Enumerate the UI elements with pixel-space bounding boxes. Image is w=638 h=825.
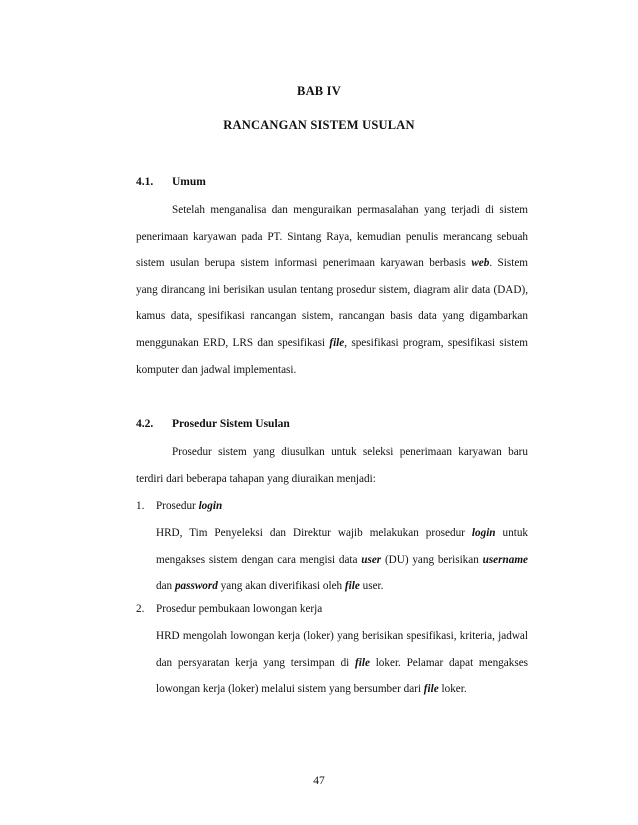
text-run: Setelah menganalisa dan menguraikan permasalahan yang terjadi di sistem penerimaan karyawan pada PT. Sintang Raya, kemudian penulis merancang sebuah sistem usulan berupa sistem informasi penerimaan karyawan berbasis <box>136 204 528 270</box>
list-item-1-title <box>136 500 222 512</box>
text-run: dan <box>156 580 173 593</box>
section-heading-4-1 <box>136 176 206 188</box>
italic-term: file <box>355 656 370 669</box>
chapter-number: BAB IV <box>297 84 341 98</box>
list-item-1-body <box>156 520 528 600</box>
page-number: 47 <box>313 775 325 787</box>
italic-term: login <box>198 500 223 512</box>
section-heading-4-2 <box>136 418 290 430</box>
list-number: 2. <box>136 603 145 615</box>
text-run: untuk mengakses sistem dengan cara mengisi data <box>156 527 529 566</box>
section-title: Prosedur Sistem Usulan <box>172 418 290 430</box>
text-run: user. <box>362 580 384 593</box>
text-run: . Sistem yang dirancang ini berisikan usulan tentang prosedur sistem, diagram alir data (DAD), kamus data, spesifikasi rancangan sistem, rancangan basis data yang digambarkan menggunakan ERD, LRS dan spesifikasi <box>136 257 529 349</box>
text-run: Prosedur <box>156 500 196 512</box>
section-4-2-intro: Prosedur sistem yang diusulkan untuk seleksi penerimaan karyawan baru terdiri dari beberapa tahapan yang diuraikan menjadi: <box>136 446 528 485</box>
text-run: , spesifikasi program, spesifikasi sistem komputer dan jadwal implementasi. <box>136 336 529 376</box>
italic-term: file <box>329 336 345 349</box>
italic-term: web <box>471 257 490 270</box>
section-title: Umum <box>172 176 206 188</box>
italic-term: file <box>423 683 439 696</box>
section-4-1-paragraph <box>136 197 528 383</box>
text-run: HRD mengolah lowongan kerja (loker) yang berisikan spesifikasi, kriteria, jadwal dan persyaratan kerja yang tersimpan di <box>156 630 528 669</box>
text-run: HRD, Tim Penyeleksi dan Direktur wajib melakukan prosedur <box>156 527 465 539</box>
italic-term: password <box>174 580 218 593</box>
chapter-title: RANCANGAN SISTEM USULAN <box>223 118 415 132</box>
section-number: 4.2. <box>136 418 154 430</box>
list-number: 1. <box>136 500 145 512</box>
text-run: loker. <box>441 683 467 696</box>
text-run: loker. Pelamar dapat mengakses lowongan kerja (loker) melalui sistem yang bersumber dari <box>156 656 529 696</box>
list-item-2-title <box>136 603 322 615</box>
list-item-2-body <box>156 623 528 703</box>
text-run: Prosedur pembukaan lowongan kerja <box>156 603 323 615</box>
italic-term: file <box>344 580 360 593</box>
italic-term: user <box>361 553 382 566</box>
text-run: (DU) yang berisikan <box>384 553 479 566</box>
section-number: 4.1. <box>136 176 154 188</box>
italic-term: username <box>482 553 528 566</box>
text-run: yang akan diverifikasi oleh <box>220 580 343 593</box>
italic-term: login <box>471 527 496 539</box>
